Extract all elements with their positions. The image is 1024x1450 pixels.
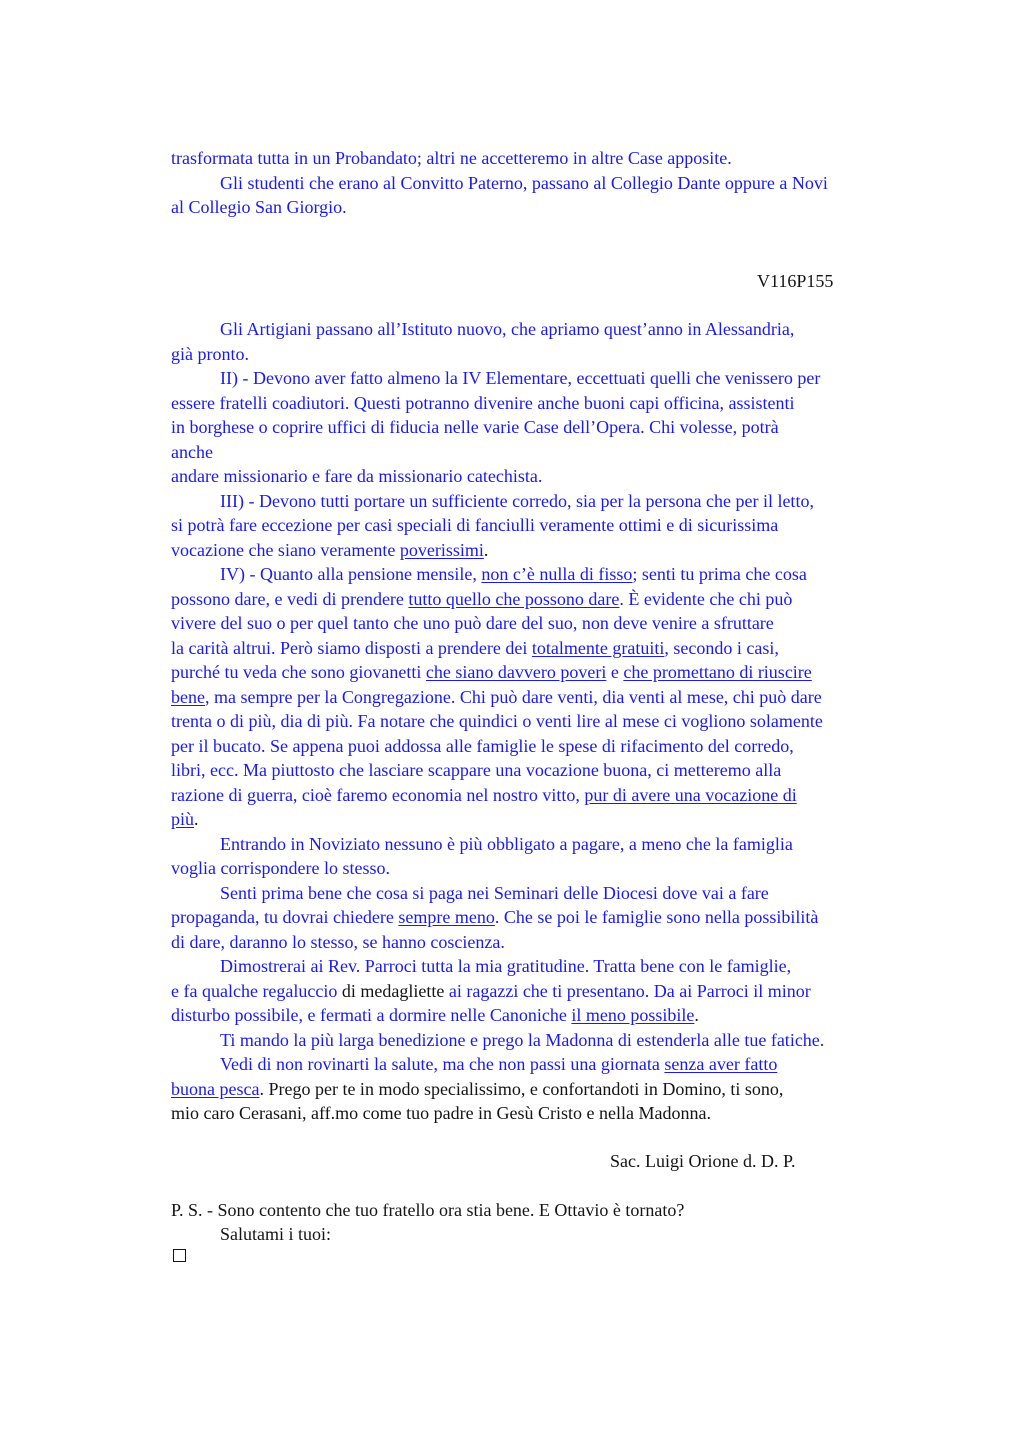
underlined-text: senza aver fatto	[664, 1054, 778, 1074]
text-line: andare missionario e fare da missionario catechista.	[171, 466, 543, 486]
text-line: III) - Devono tutti portare un sufficiente corredo, sia per la persona che per il letto,	[220, 491, 814, 511]
underlined-text: tutto quello che possono dare	[408, 589, 620, 609]
text-line: Gli studenti che erano al Convitto Paterno, passano al Collegio Dante oppure a Novi	[220, 173, 828, 193]
text-line: bene, ma sempre per la Congregazione. Chi può dare venti, dia venti al mese, chi può dare	[171, 687, 822, 707]
underlined-text: totalmente gratuiti	[531, 638, 665, 658]
text-line: la carità altrui. Però siamo disposti a prendere dei totalmente gratuiti, secondo i casi,	[171, 638, 779, 658]
underlined-text: non c’è nulla di fisso	[481, 564, 633, 584]
text-line: trasformata tutta in un Probandato; altri ne accetteremo in altre Case apposite.	[171, 148, 732, 168]
text-line: possono dare, e vedi di prendere tutto quello che possono dare. È evidente che chi può	[171, 589, 793, 609]
empty-box-symbol	[173, 1249, 186, 1262]
text-line: IV) - Quanto alla pensione mensile, non c’è nulla di fisso; senti tu prima che cosa	[220, 564, 807, 584]
text-line: al Collegio San Giorgio.	[171, 197, 347, 217]
text-line: razione di guerra, cioè faremo economia nel nostro vitto, pur di avere una vocazione di	[171, 785, 797, 805]
text-line: trenta o di più, dia di più. Fa notare che quindici o venti lire al mese ci vogliono solamente	[171, 711, 823, 731]
text-line: II) - Devono aver fatto almeno la IV Elementare, eccettuati quelli che venissero per	[220, 368, 821, 388]
text-line: vocazione che siano veramente poverissimi.	[171, 540, 489, 560]
text-line: voglia corrispondere lo stesso.	[171, 858, 390, 878]
text-line: anche	[171, 442, 213, 462]
text-line: di dare, daranno lo stesso, se hanno coscienza.	[171, 932, 505, 952]
underlined-text: sempre meno	[398, 907, 495, 927]
text-line: Senti prima bene che cosa si paga nei Seminari delle Diocesi dove vai a fare	[220, 883, 769, 903]
underlined-text: pur di avere una vocazione di	[584, 785, 797, 805]
text-line: e fa qualche regaluccio di medagliette ai ragazzi che ti presentano. Da ai Parroci il minor	[171, 981, 811, 1001]
text-line: Dimostrerai ai Rev. Parroci tutta la mia gratitudine. Tratta bene con le famiglie,	[220, 956, 792, 976]
underlined-text: bene	[171, 687, 205, 707]
text-line: buona pesca. Prego per te in modo specialissimo, e confortandoti in Domino, ti sono,	[171, 1079, 784, 1099]
text-line: Ti mando la più larga benedizione e prego la Madonna di estenderla alle tue fatiche.	[220, 1030, 825, 1050]
text-line: si potrà fare eccezione per casi speciali di fanciulli veramente ottimi e di sicurissima	[171, 515, 779, 535]
postscript-line: Salutami i tuoi:	[220, 1224, 331, 1244]
text-line: libri, ecc. Ma piuttosto che lasciare scappare una vocazione buona, ci metteremo alla	[171, 760, 782, 780]
text-line: essere fratelli coadiutori. Questi potranno divenire anche buoni capi officina, assistenti	[171, 393, 795, 413]
underlined-text: poverissimi	[399, 540, 484, 560]
text-line: Vedi di non rovinarti la salute, ma che non passi una giornata senza aver fatto	[220, 1054, 778, 1074]
text-line: propaganda, tu dovrai chiedere sempre meno. Che se poi le famiglie sono nella possibilità	[171, 907, 819, 927]
text-line: Gli Artigiani passano all’Istituto nuovo, che apriamo quest’anno in Alessandria,	[220, 319, 795, 339]
underlined-text: il meno possibile	[571, 1005, 695, 1025]
underlined-text: buona pesca	[171, 1079, 260, 1099]
page-reference: V116P155	[757, 271, 834, 291]
underlined-text: che promettano di riuscire	[623, 662, 812, 682]
text-line: vivere del suo o per quel tanto che uno può dare del suo, non deve venire a sfruttare	[171, 613, 774, 633]
underlined-text: che siano davvero poveri	[425, 662, 607, 682]
text-line: più.	[171, 809, 199, 829]
text-line: purché tu veda che sono giovanetti che siano davvero poveri e che promettano di riuscire	[171, 662, 812, 682]
text-line: mio caro Cerasani, aff.mo come tuo padre in Gesù Cristo e nella Madonna.	[171, 1103, 712, 1123]
underlined-text: più	[171, 809, 195, 829]
text-line: disturbo possibile, e fermati a dormire nelle Canoniche il meno possibile.	[171, 1005, 699, 1025]
text-line: Entrando in Noviziato nessuno è più obbligato a pagare, a meno che la famiglia	[220, 834, 793, 854]
signature: Sac. Luigi Orione d. D. P.	[610, 1151, 796, 1171]
text-line: in borghese o coprire uffici di fiducia nelle varie Case dell’Opera. Chi volesse, potrà	[171, 417, 779, 437]
text-line: per il bucato. Se appena puoi addossa alle famiglie le spese di rifacimento del corredo,	[171, 736, 794, 756]
text-line: già pronto.	[171, 344, 249, 364]
postscript-line: P. S. - Sono contento che tuo fratello ora stia bene. E Ottavio è tornato?	[171, 1200, 685, 1220]
